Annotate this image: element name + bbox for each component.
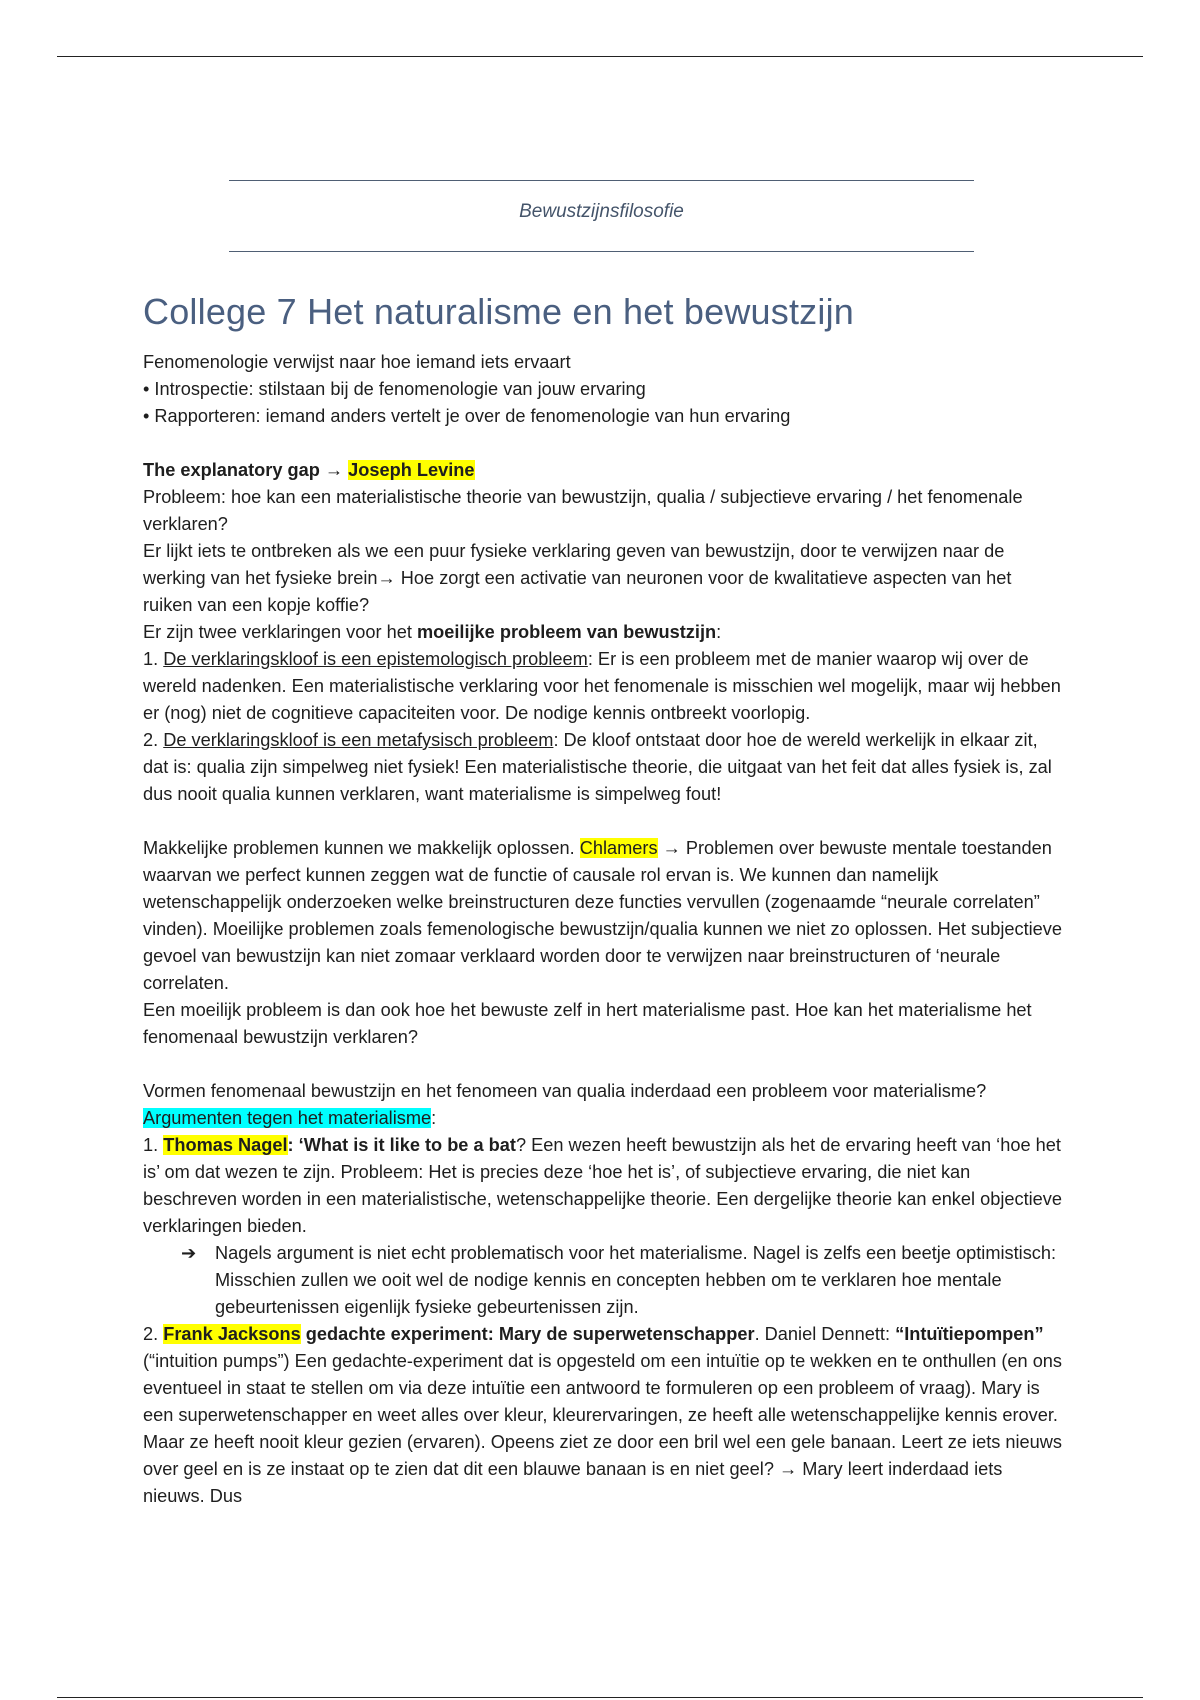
header-top-line [229, 180, 974, 181]
document-body [143, 349, 1063, 1510]
page-bottom-rule [57, 1697, 1143, 1698]
arrow-symbol: → [324, 460, 349, 480]
item-number: 1. [143, 649, 164, 669]
highlight-joseph-levine: Joseph Levine [348, 460, 475, 480]
intro-bullet-reporting: • Rapporteren: iemand anders vertelt je over de fenomenologie van hun ervaring [143, 406, 791, 426]
bold-bat-question: : ‘What is it like to be a bat [287, 1135, 516, 1155]
highlight-thomas-nagel: Thomas Nagel [163, 1135, 288, 1155]
text-span: Er zijn twee verklaringen voor het [143, 622, 417, 642]
easy-problems [143, 835, 1063, 997]
gap-two-explanations [143, 619, 1063, 646]
arguments-intro [143, 1078, 1063, 1132]
explanatory-gap-heading [143, 457, 1063, 484]
text-span: : [716, 622, 722, 642]
highlight-arguments: Argumenten tegen het materialisme [143, 1108, 432, 1128]
text-span: : [431, 1108, 437, 1128]
item-number: 1. [143, 1135, 164, 1155]
hard-problem: Een moeilijk probleem is dan ook hoe het bewuste zelf in hert materialisme past. Hoe kan het materialisme het fenomenaal bewustzijn verklaren? [143, 1000, 1032, 1047]
underlined-epistemological: De verklaringskloof is een epistemologisch probleem [163, 649, 588, 669]
text-span: Vormen fenomenaal bewustzijn en het fenomeen van qualia inderdaad een probleem voor materialisme? [143, 1081, 987, 1101]
item-number: 2. [143, 730, 164, 750]
item-number: 2. [143, 1324, 164, 1344]
highlight-chlamers: Chlamers [579, 838, 658, 858]
text-span: ? Een wezen heeft bewustzijn als het de ervaring heeft van ‘hoe het is’ om dat wezen te zijn. Probleem: Het is precies deze ‘hoe het is’, of subjectieve ervaring, die niet kan beschreven worden in een materialistische, wetenschappelijke theorie. Een dergelijke theorie kan enkel objectieve verklaringen bieden. [143, 1135, 1063, 1236]
text-span: → Problemen over bewuste mentale toestanden waarvan we perfect kunnen zeggen wat de functie of causale rol ervan is. We kunnen dan namelijk wetenschappelijk onderzoeken welke breinstructuren deze functies vervullen (zogenaamde “neurale correlaten” vinden). Moeilijke problemen zoals femenologische bewustzijn/qualia kunnen we niet zo oplossen. Het subjectieve gevoel van bewustzijn kan niet zomaar verklaard worden door te verwijzen naar breinstructuren of ‘neurale correlaten. [143, 838, 1062, 993]
gap-missing: Er lijkt iets te ontbreken als we een puur fysieke verklaring geven van bewustzijn, door te verwijzen naar de werking van het fysieke brein→ Hoe zorgt een activatie van neuronen voor de kwalitatieve aspecten van het ruiken van een kopje koffie? [143, 541, 1012, 615]
heading-text: The explanatory gap [143, 460, 325, 480]
nagel-comment: Nagels argument is niet echt problematisch voor het materialisme. Nagel is zelfs een beetje optimistisch: Misschien zullen we ooit wel de nodige kennis en concepten hebben om te verklaren hoe mentale gebeurtenissen eigenlijk fysieke gebeurtenissen zijn. [215, 1243, 1057, 1317]
gap-item-2 [143, 727, 1063, 808]
page-top-rule [57, 56, 1143, 57]
arrow-list-item [181, 1240, 1063, 1321]
intro-bullet-introspection: • Introspectie: stilstaan bij de fenomenologie van jouw ervaring [143, 379, 646, 399]
bold-mary-experiment: gedachte experiment: Mary de superwetenschapper [300, 1324, 755, 1344]
text-span: : Er is een probleem met de manier waarop wij over de wereld nadenken. Een materialistische verklaring voor het fenomenale is misschien wel mogelijk, maar wij hebben er (nog) niet de cognitieve capaciteiten voor. De nodige kennis ontbreekt voorlopig. [143, 649, 1061, 723]
arrow-bullet-icon: ➔ [181, 1243, 197, 1263]
text-span: : De kloof ontstaat door hoe de wereld werkelijk in elkaar zit, dat is: qualia zijn simpelweg niet fysiek! Een materialistische theorie, die uitgaat van het feit dat alles fysiek is, zal dus nooit qualia kunnen verklaren, want materialisme is simpelweg fout! [143, 730, 1052, 804]
gap-item-1 [143, 646, 1063, 727]
text-span: . Daniel Dennett: [754, 1324, 896, 1344]
underlined-metaphysical: De verklaringskloof is een metafysisch probleem [163, 730, 554, 750]
gap-problem: Probleem: hoe kan een materialistische theorie van bewustzijn, qualia / subjectieve ervaring / het fenomenale verklaren? [143, 487, 1023, 534]
header-bottom-line [229, 251, 974, 252]
text-span: Makkelijke problemen kunnen we makkelijk oplossen. [143, 838, 580, 858]
page-title: College 7 Het naturalisme en het bewustzijn [143, 291, 854, 332]
argument-nagel [143, 1132, 1063, 1240]
bold-intuition-pumps: “Intuïtiepompen” [895, 1324, 1044, 1344]
intro-line: Fenomenologie verwijst naar hoe iemand iets ervaart [143, 352, 571, 372]
highlight-frank-jacksons: Frank Jacksons [163, 1324, 301, 1344]
argument-jackson [143, 1321, 1063, 1510]
running-header: Bewustzijnsfilosofie [519, 201, 684, 222]
text-span: (“intuition pumps”) Een gedachte-experiment dat is opgesteld om een intuïtie op te wekken en te onthullen (en ons eventueel in staat te stellen om via deze intuïtie een antwoord te formuleren op een probleem of vraag). Mary is een superwetenschapper en weet alles over kleur, kleurervaringen, ze heeft alle wetenschappelijke kennis erover. Maar ze heeft nooit kleur gezien (ervaren). Opeens ziet ze door een bril wel een gele banaan. Leert ze iets nieuws over geel en is ze instaat op te zien dat dit een blauwe banaan is en niet geel? → Mary leert inderdaad iets nieuws. Dus [143, 1351, 1063, 1506]
bold-hard-problem: moeilijke probleem van bewustzijn [416, 622, 717, 642]
